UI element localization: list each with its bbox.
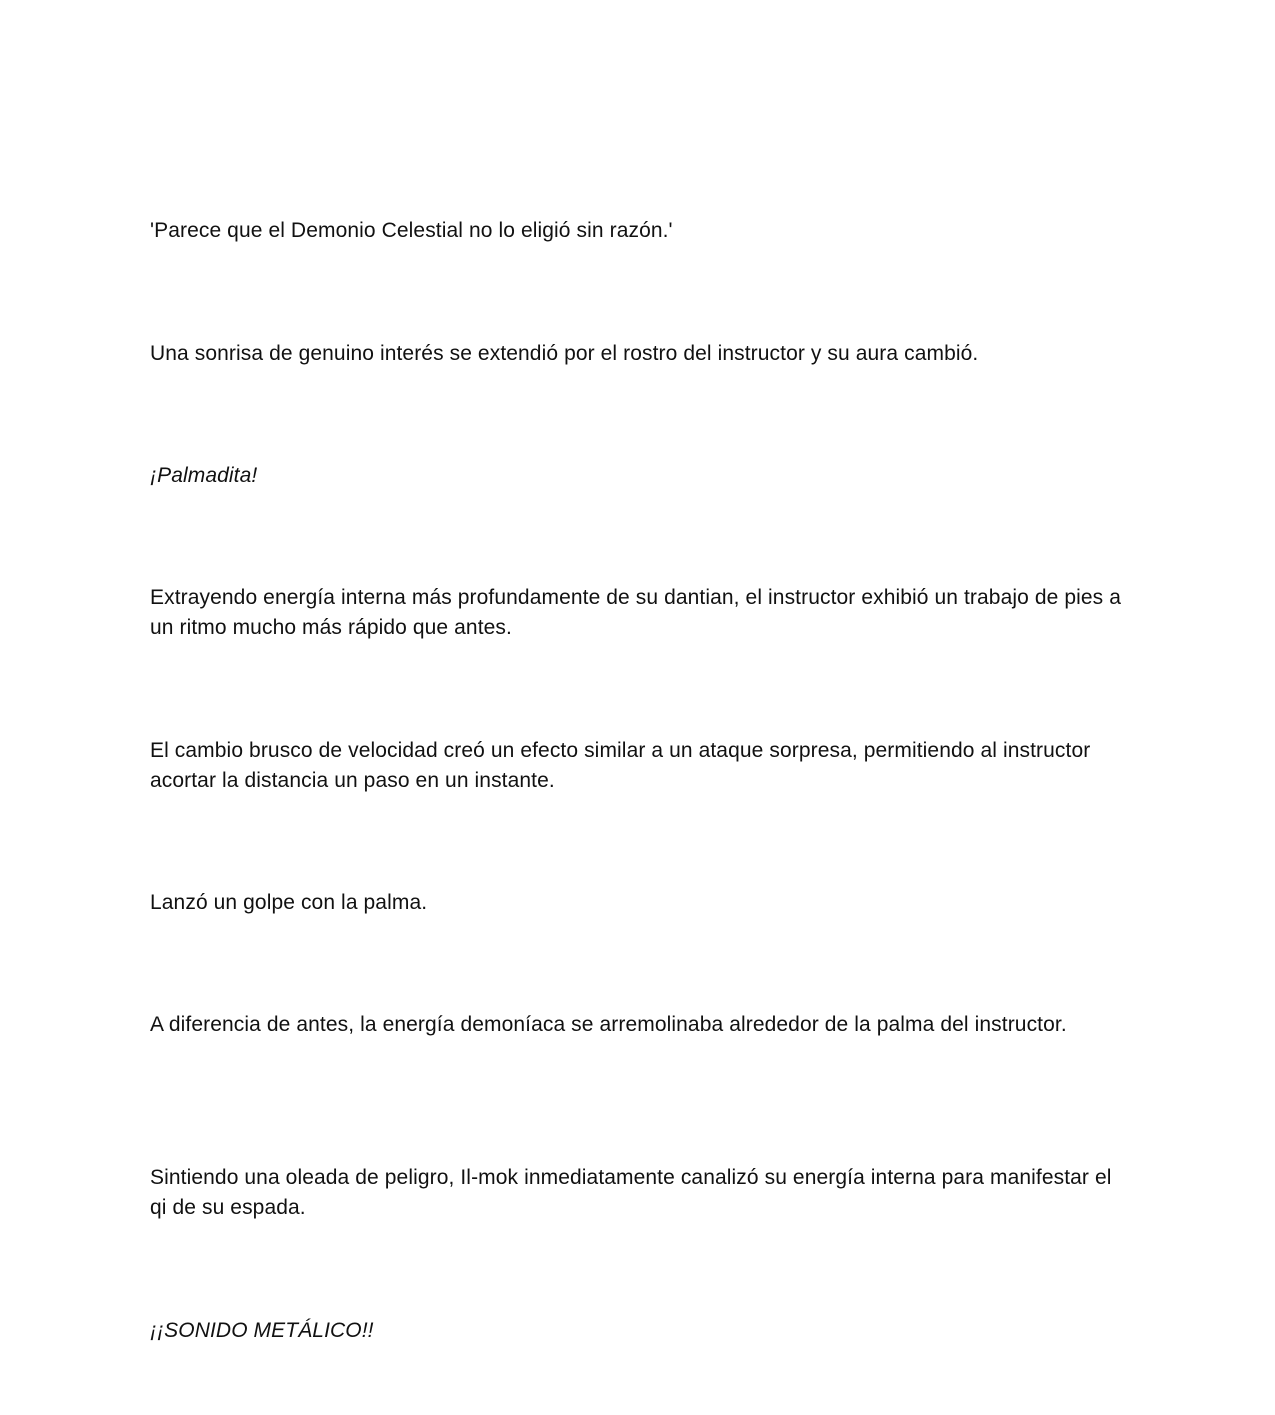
paragraph-quote: 'Parece que el Demonio Celestial no lo eligió sin razón.' bbox=[150, 219, 673, 242]
paragraph-demonic-energy: A diferencia de antes, la energía demoníaca se arremolinaba alrededor de la palma del instructor. bbox=[150, 1013, 1067, 1036]
paragraph-footwork: Extrayendo energía interna más profundamente de su dantian, el instructor exhibió un trabajo de pies a un ritmo mucho más rápido que antes. bbox=[150, 586, 1121, 639]
sound-effect-metallic: ¡¡SONIDO METÁLICO!! bbox=[150, 1319, 374, 1342]
paragraph-speed-change: El cambio brusco de velocidad creó un efecto similar a un ataque sorpresa, permitiendo al instructor acortar la distancia un paso en un instante. bbox=[150, 739, 1091, 792]
paragraph-smile: Una sonrisa de genuino interés se extendió por el rostro del instructor y su aura cambió. bbox=[150, 342, 979, 365]
sound-effect-pat: ¡Palmadita! bbox=[150, 464, 258, 487]
paragraph-palm-strike: Lanzó un golpe con la palma. bbox=[150, 891, 428, 914]
paragraph-danger: Sintiendo una oleada de peligro, Il-mok inmediatamente canalizó su energía interna para manifestar el qi de su espada. bbox=[150, 1166, 1112, 1219]
